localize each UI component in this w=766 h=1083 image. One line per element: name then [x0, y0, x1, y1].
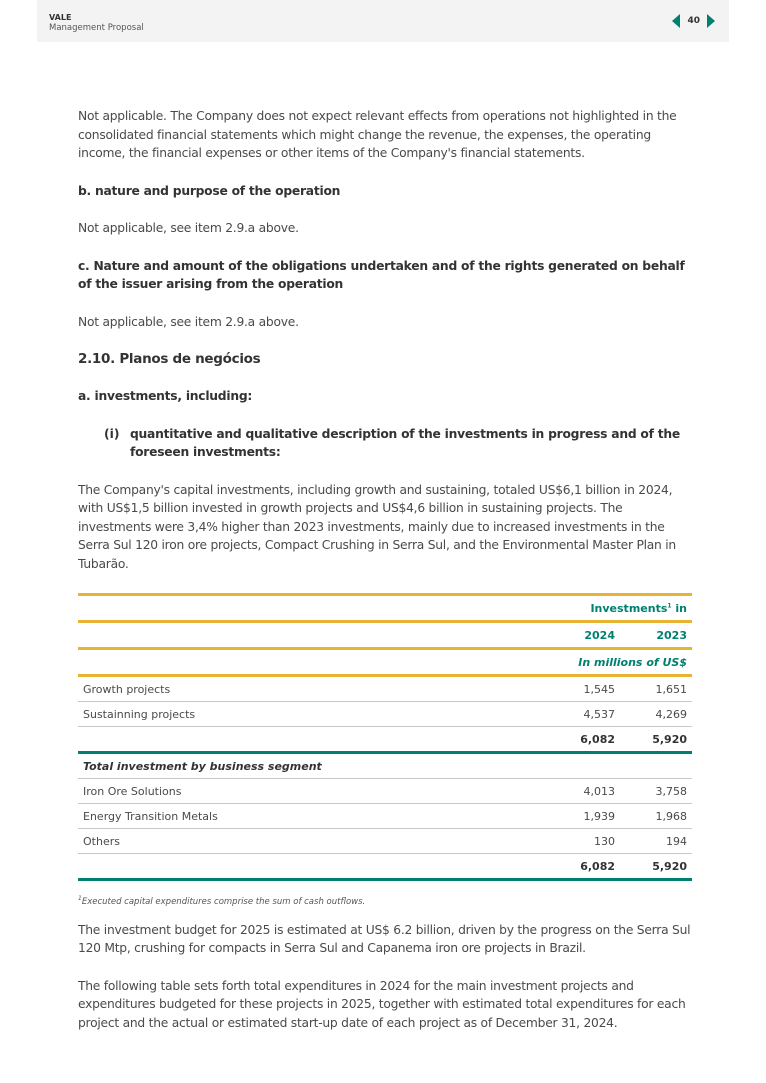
sub-item-text: quantitative and qualitative description of the investments in progress and of the foreseen investments:: [130, 426, 680, 459]
year-2024: 2024: [548, 622, 620, 649]
table-row: Sustainning projects 4,537 4,269: [78, 702, 692, 727]
paragraph-table-intro: The following table sets forth total expenditures in 2024 for the main investment projects and expenditures budgeted for these projects in 2025, together with estimated total expenditures for each project and the actual or estimated start-up date of each project as of December 31, 2024.: [78, 978, 686, 1030]
section-title: 2.10. Planos de negócios: [78, 351, 261, 367]
table-title-row: [78, 595, 692, 622]
paragraph-investments: The Company's capital investments, including growth and sustaining, totaled US$6,1 billion in 2024, with US$1,5 billion invested in growth projects and US$4,6 billion in sustaining projects. The investments were 3,4% higher than 2023 investments, mainly due to increased investments in the Serra Sul 120 iron ore projects, Compact Crushing in Serra Sul, and the Environmental Master Plan in Tubarão.: [78, 482, 676, 571]
next-page-icon[interactable]: [707, 14, 715, 28]
page-number: 40: [687, 16, 700, 26]
table-total-row: 6,082 5,920: [78, 854, 692, 880]
page-navigator: [672, 14, 715, 28]
table-title: Investments$^1$ in: [548, 595, 692, 622]
table-section-row: Total investment by business segment: [78, 753, 692, 779]
brand-name: VALE: [49, 13, 72, 22]
sub-item-number: (i): [104, 426, 120, 441]
table-unit: In millions of US$: [548, 649, 692, 676]
document-subtitle: Management Proposal: [49, 23, 144, 33]
page-header: [37, 0, 729, 42]
paragraph-not-applicable: Not applicable. The Company does not expect relevant effects from operations not highlighted in the consolidated financial statements which might change the revenue, the expenses, the operating income, the financial expenses or other items of the Company's financial statements.: [78, 109, 677, 160]
table-total-row: 6,082 5,920: [78, 727, 692, 753]
table-row: Iron Ore Solutions 4,013 3,758: [78, 779, 692, 804]
page-content: [78, 107, 692, 1032]
table-row: Growth projects 1,545 1,651: [78, 676, 692, 702]
heading-c: c. Nature and amount of the obligations undertaken and of the rights generated on behalf of the issuer arising from the operation: [78, 258, 685, 291]
investments-table: [78, 593, 692, 881]
table-unit-row: [78, 649, 692, 676]
previous-page-icon[interactable]: [672, 14, 680, 28]
paragraph-b: Not applicable, see item 2.9.a above.: [78, 221, 299, 235]
sub-item-i: [78, 425, 692, 462]
heading-a: a. investments, including:: [78, 389, 253, 403]
table-row: Energy Transition Metals 1,939 1,968: [78, 804, 692, 829]
table-row: Others 130 194: [78, 829, 692, 854]
table-years-row: [78, 622, 692, 649]
paragraph-budget: The investment budget for 2025 is estimated at US$ 6.2 billion, driven by the progress on the Serra Sul 120 Mtp, crushing for compacts in Serra Sul and Capanema iron ore projects in Brazil.: [78, 922, 691, 956]
year-2023: 2023: [620, 622, 692, 649]
table-footnote: $^1$Executed capital expenditures comprise the sum of cash outflows.: [78, 895, 366, 907]
heading-b: b. nature and purpose of the operation: [78, 183, 341, 198]
paragraph-c: Not applicable, see item 2.9.a above.: [78, 314, 299, 329]
